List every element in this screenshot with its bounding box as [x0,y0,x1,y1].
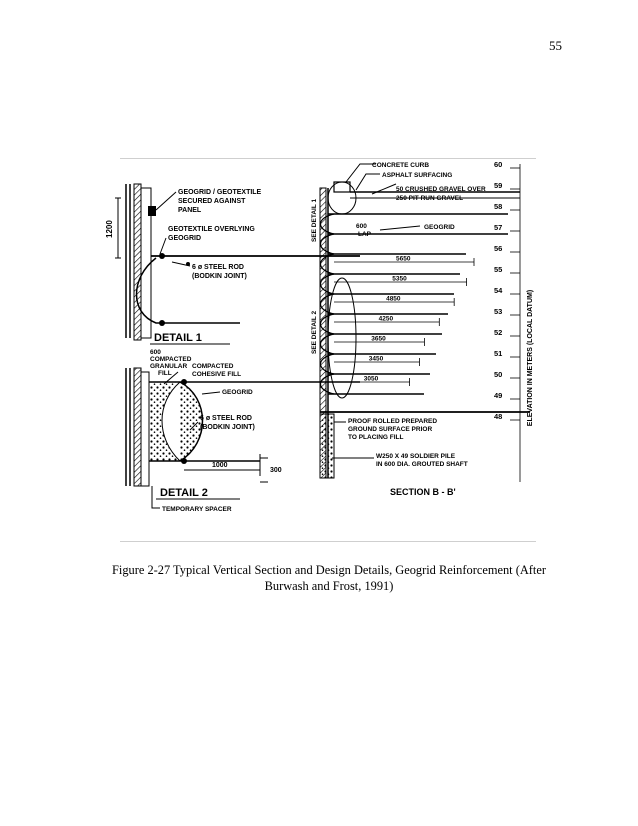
dim-1200: 1200 [105,220,114,238]
length-label: 3650 [371,335,386,343]
label-detail2-steel-rod-2: (BODKIN JOINT) [200,424,255,431]
label-granular-3: GRANULAR [150,363,188,370]
caption-line-2: Burwash and Frost, 1991) [264,579,394,593]
label-steel-rod-2: (BODKIN JOINT) [192,273,247,280]
label-detail2-steel-rod-1: 6 ø STEEL ROD [200,415,252,422]
length-label: 5650 [396,255,411,263]
elevation-label: 58 [494,202,503,211]
label-proof-rolled-3: TO PLACING FILL [348,434,404,441]
label-soldier-pile-1: W250 X 49 SOLDIER PILE [376,453,456,460]
elevation-label: 60 [494,160,503,169]
dim-1000: 1000 [212,462,228,469]
elevation-scale [494,160,520,421]
detail-1-title: DETAIL 1 [154,332,202,344]
label-geogrid-secured-2: SECURED AGAINST [178,198,246,205]
label-gravel-1: 50 CRUSHED GRAVEL OVER [396,186,486,193]
label-lap-1: 600 [356,223,367,230]
elevation-label: 50 [494,370,503,379]
length-label: 4850 [386,295,401,303]
label-steel-rod-1: 6 ø STEEL ROD [192,264,244,271]
label-detail2-geogrid: GEOGRID [222,389,253,396]
label-see-detail-1: SEE DETAIL 1 [311,198,318,242]
length-label: 4250 [378,315,394,323]
label-cohesive-1: COMPACTED [192,363,234,370]
elevation-label: 51 [494,349,503,358]
label-granular-2: COMPACTED [150,356,192,363]
elevation-label: 49 [494,391,503,400]
label-asphalt: ASPHALT SURFACING [382,172,453,179]
elevation-label: 48 [494,412,503,421]
section-title: SECTION B - B' [390,487,456,497]
label-proof-rolled-1: PROOF ROLLED PREPARED [348,418,438,425]
label-gravel-2: 250 PIT RUN GRAVEL [396,195,464,202]
label-concrete-curb: CONCRETE CURB [372,162,430,169]
detail-2-title: DETAIL 2 [160,487,208,499]
geogrid-figure [105,158,536,542]
length-label: 5350 [392,275,407,283]
elevation-axis-label: ELEVATION IN METERS (LOCAL DATUM) [527,289,534,427]
label-section-geogrid: GEOGRID [424,224,455,231]
label-geogrid-secured-3: PANEL [178,207,202,214]
elevation-label: 54 [494,286,503,295]
label-geotextile-overlying-1: GEOTEXTILE OVERLYING [168,226,255,233]
elevation-label: 55 [494,265,503,274]
length-label: 3050 [363,375,379,383]
label-proof-rolled-2: GROUND SURFACE PRIOR [348,426,433,433]
label-see-detail-2: SEE DETAIL 2 [311,310,318,354]
label-lap-2: LAP [358,231,371,238]
label-soldier-pile-2: IN 600 DIA. GROUTED SHAFT [376,461,468,468]
label-temporary-spacer: TEMPORARY SPACER [162,506,232,513]
caption-line-1: Figure 2-27 Typical Vertical Section and Design Details, Geogrid Reinforcement (After [112,563,546,577]
elevation-label: 57 [494,223,503,232]
length-label: 3450 [368,355,384,363]
elevation-label: 52 [494,328,503,337]
elevation-label: 53 [494,307,503,316]
label-geotextile-overlying-2: GEOGRID [168,235,202,242]
label-geogrid-secured-1: GEOGRID / GEOTEXTILE [178,189,262,196]
label-cohesive-2: COHESIVE FILL [192,371,242,378]
label-granular-1: 600 [150,349,161,356]
geogrid-layers [321,214,509,394]
figure-caption [108,562,550,594]
elevation-label: 56 [494,244,503,253]
elevation-label: 59 [494,181,503,190]
label-granular-4: FILL [158,370,172,377]
page-number: 55 [549,38,562,53]
dim-300: 300 [270,467,282,474]
